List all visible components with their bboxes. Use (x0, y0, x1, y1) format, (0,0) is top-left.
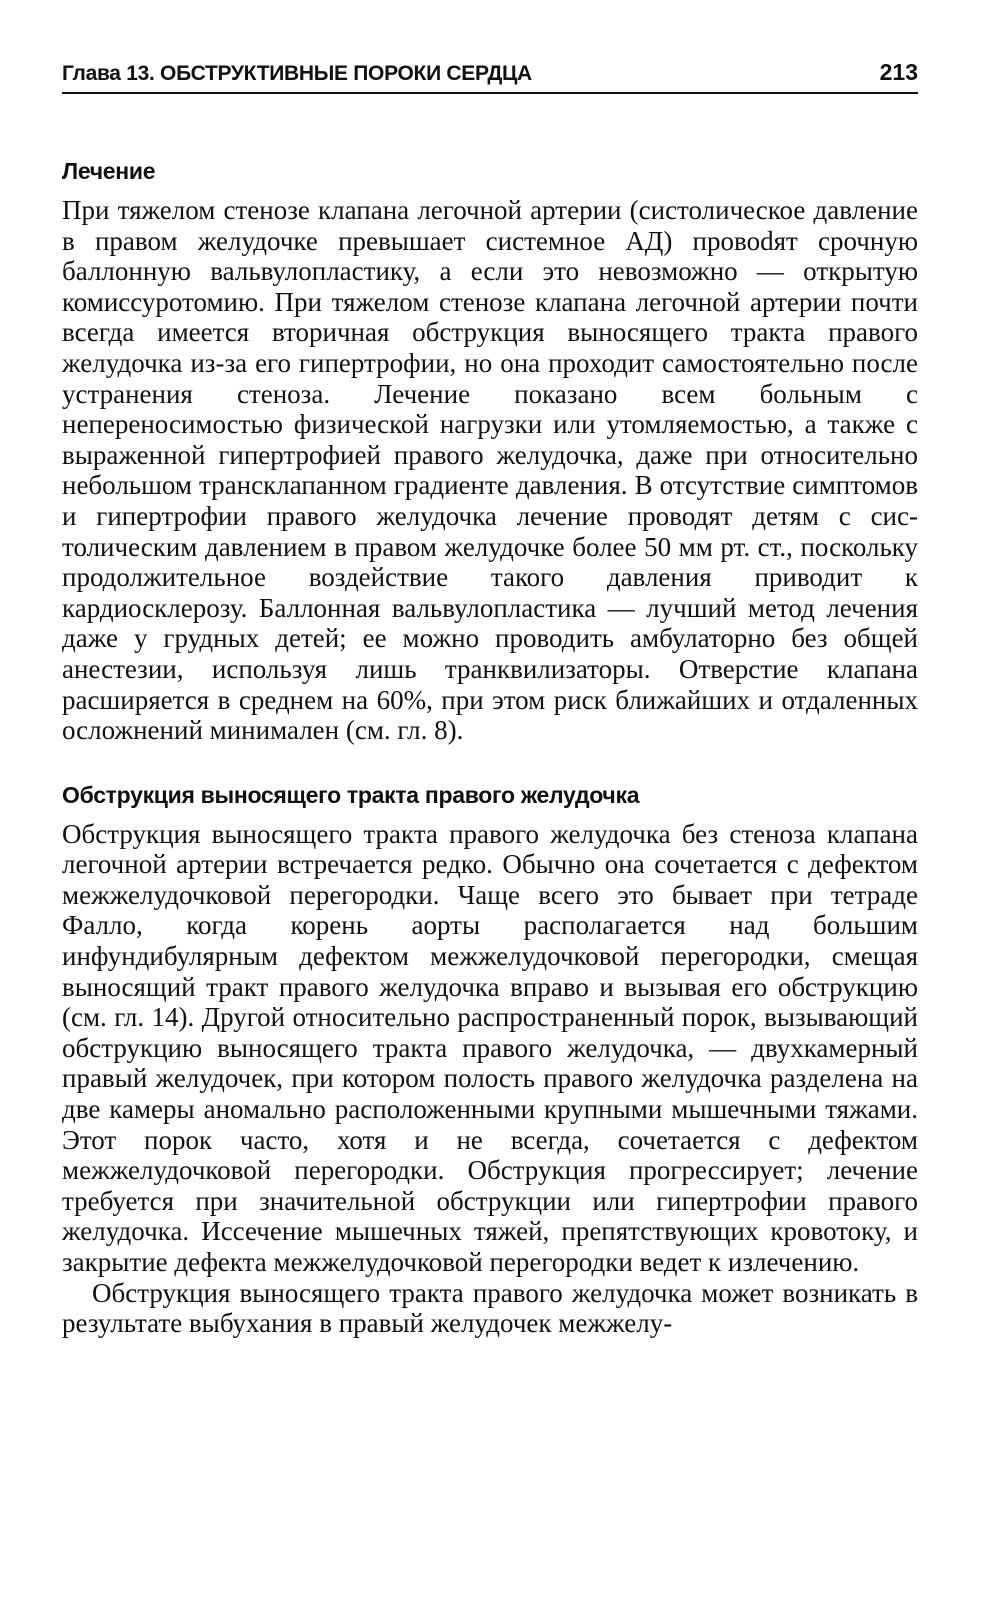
chapter-title: Глава 13. ОБСТРУКТИВНЫЕ ПОРОКИ СЕРДЦА (62, 62, 532, 85)
paragraph-outflow-obstruction: Обструкция выносящего тракта правого желудочка без стеноза клапана легочной артерии встречается редко. Обычно она сочетается с дефектом межжелудочковой перегородки. Чаще всего это бывает при тетраде Фалло, когда корень аорты располагается над большим инфундибулярным дефектом межжелудочковой перегородки, смещая выносящий тракт правого желудочка вправо и вызывая его обструкцию (см. гл. 14). Другой относительно распространенный порок, вызывающий обструкцию выносящего тракта правого желудочка, — двухкамерный правый желудочек, при котором полость правого желудочка разделена на две камеры аномально расположенными крупными мышечными тяжами. Этот порок часто, хотя и не всегда, сочетается с дефектом межжелудочковой перегородки. Обструкция прогрессирует; лечение требуется при значительной обструкции или гипертрофии правого желудочка. Иссечение мышечных тяжей, препятствующих кровотоку, и закрытие дефекта межжелудочковой перегородки ведет к излечению. (62, 818, 918, 1277)
page-number: 213 (879, 59, 918, 85)
book-page (62, 46, 918, 1339)
paragraph-treatment: При тяжелом стенозе клапана легочной артерии (систолическое давление в правом желудочке превышает системное АД) провоdят срочную баллонную вальвулопластику, а если это невозможно — открытую комиссуротомию. При тяжелом стенозе клапана легочной артерии почти всегда имеется вторичная обструкция выносящего тракта правого желудочка из-за его гипертрофии, но она проходит самостоятельно после устранения стеноза. Лечение показано всем больным с непереносимостью физической нагрузки или утомляемостью, а также с выраженной гипертрофией правого желудочка, даже при относительно небольшом трансклапанном градиенте давления. В отсутствие симптомов и гипертрофии правого желудочка лечение проводят детям с систолическим давлением в правом желудочке более 50 мм рт. ст., поскольку продолжительное воздействие такого давления приводит к кардиосклерозу. Баллонная вальвулопластика — лучший метод лечения даже у грудных детей; ее можно проводить амбулаторно без общей анестезии, используя лишь транквилизаторы. Отверстие клапана расширяется в среднем на 60%, при этом риск ближайших и отдаленных осложнений минимален (см. гл. 8). (62, 195, 918, 746)
section-heading-treatment: Лечение (62, 158, 156, 184)
section-heading-outflow-obstruction: Обструкция выносящего тракта правого желудочка (62, 781, 640, 808)
running-head (62, 46, 918, 94)
paragraph-outflow-continuation: Обструкция выносящего тракта правого желудочка может возникать в результате выбухания в правый желудочек межжелу- (62, 1277, 918, 1339)
